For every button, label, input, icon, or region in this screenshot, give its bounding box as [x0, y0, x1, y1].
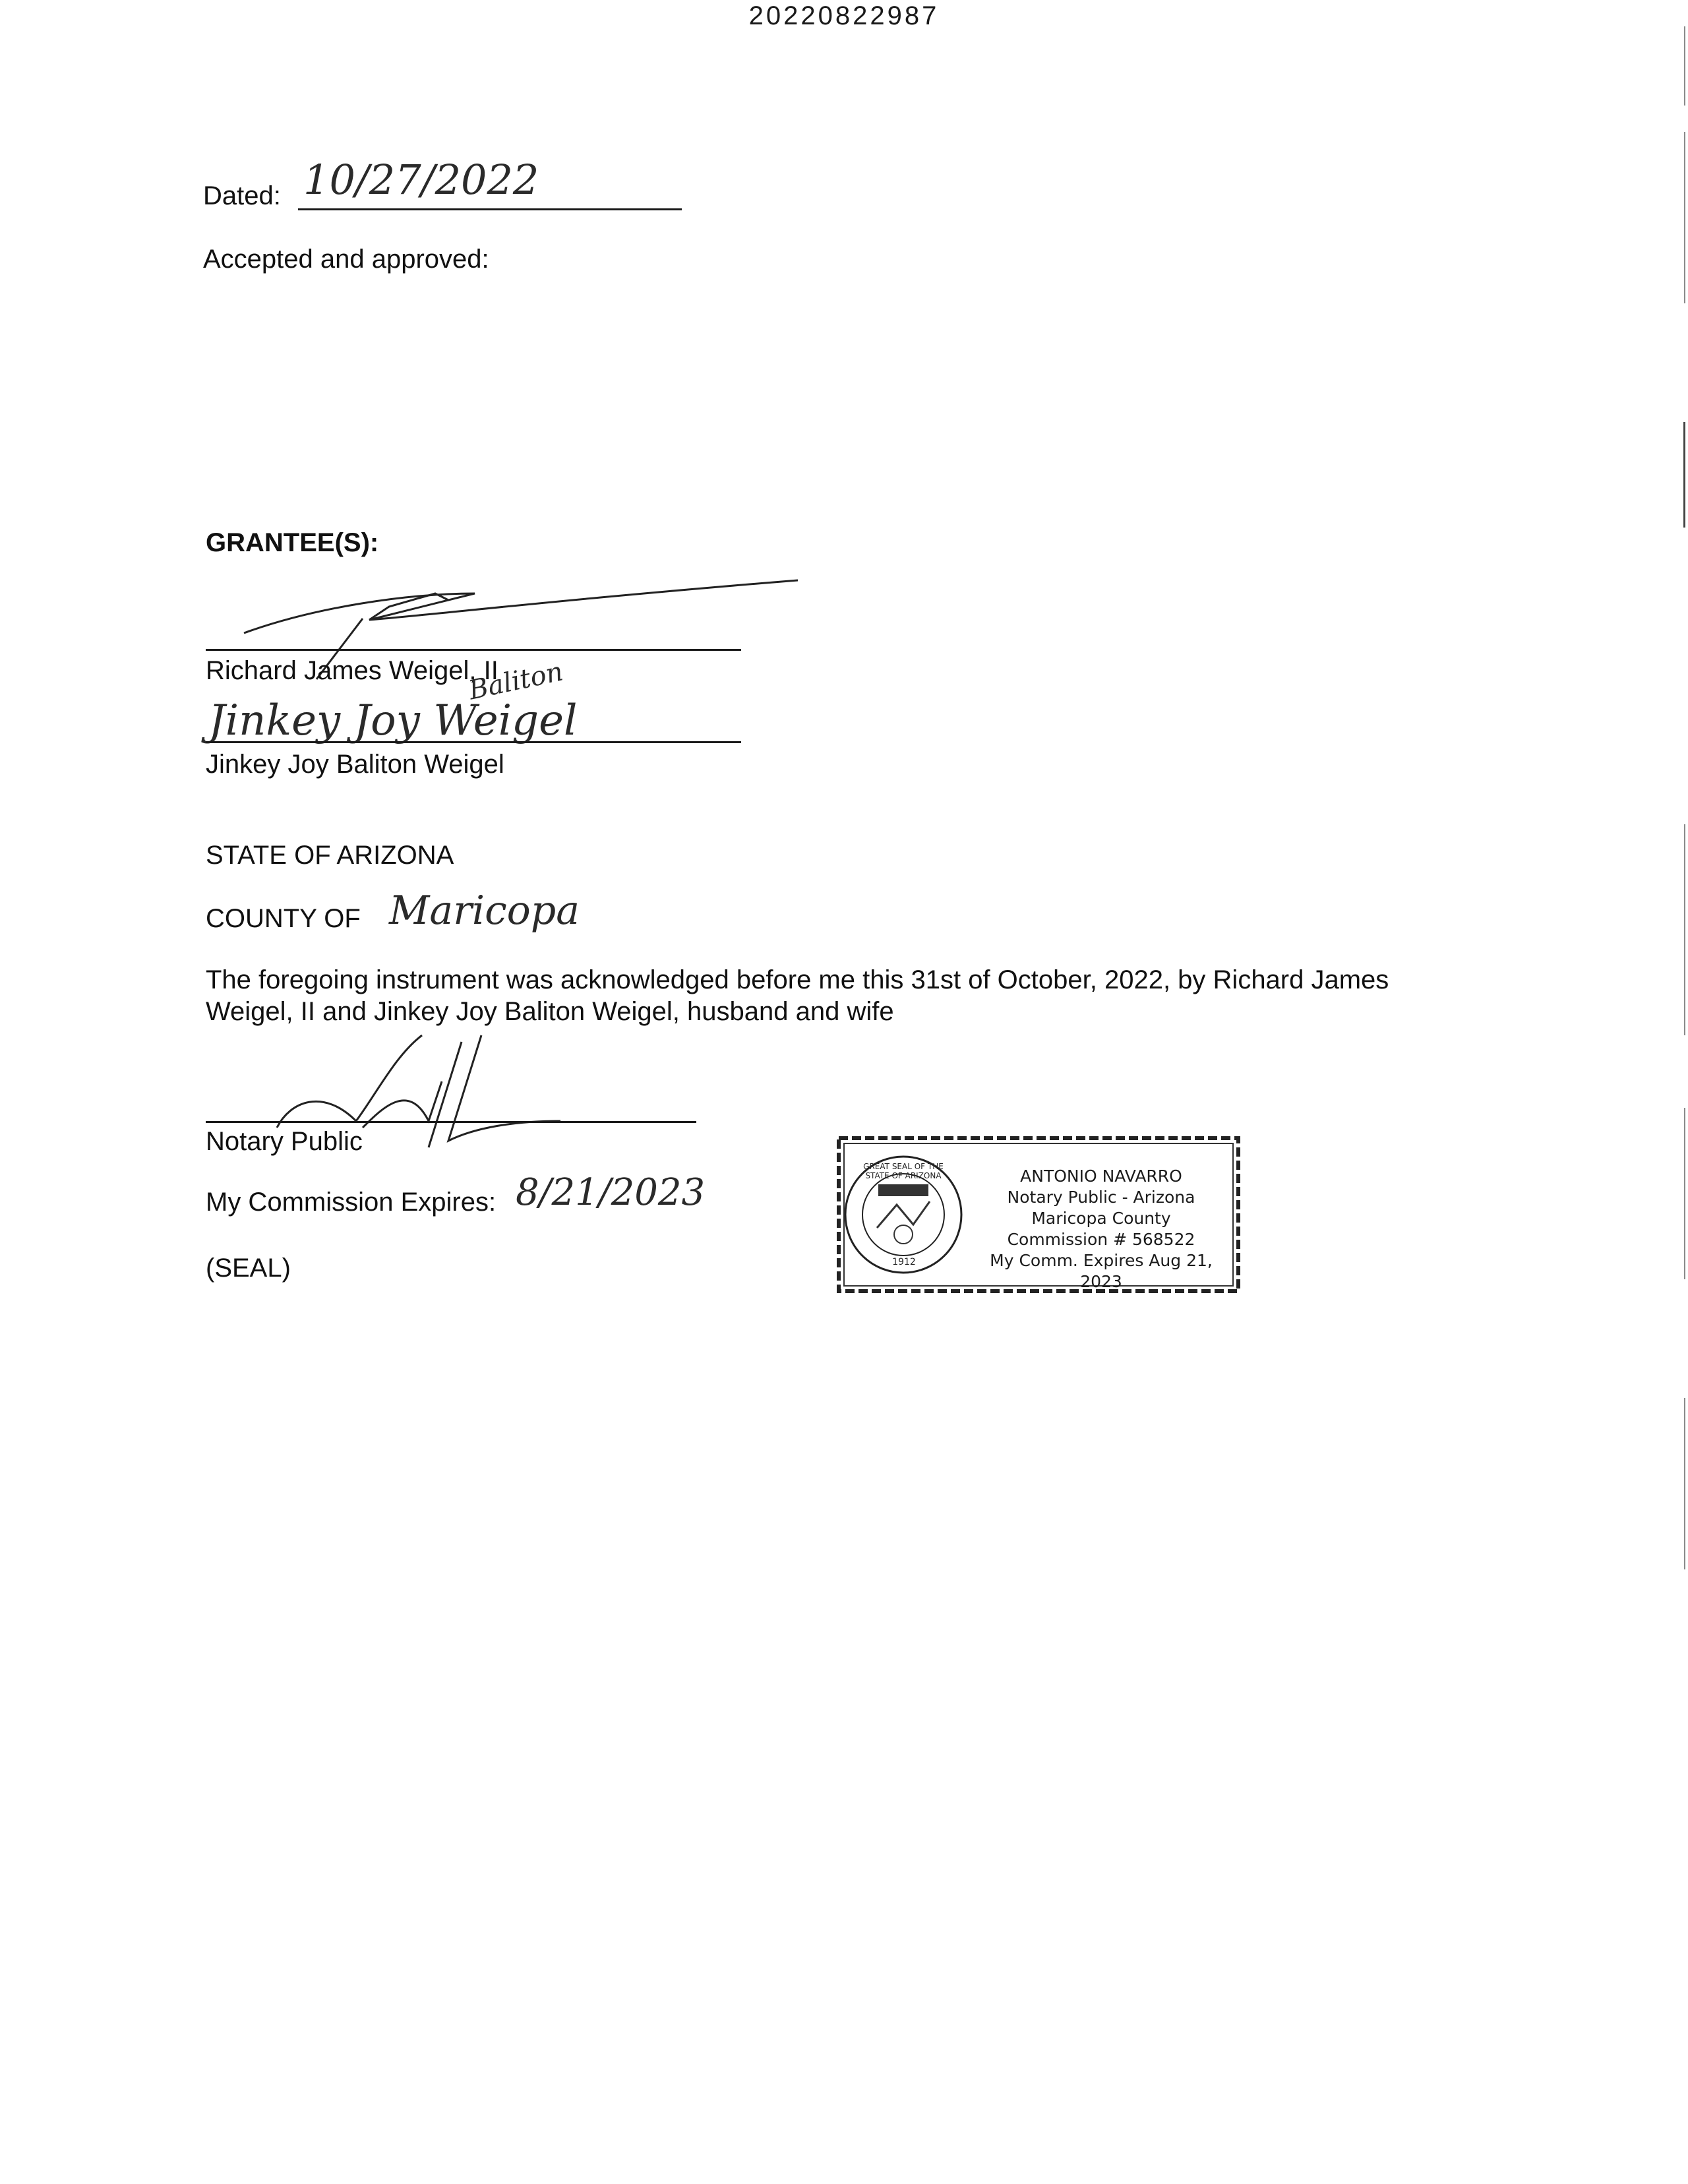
- county-label: COUNTY OF: [206, 904, 361, 933]
- commission-handwritten: 8/21/2023: [516, 1171, 706, 1214]
- printed-name-jinkey: Jinkey Joy Baliton Weigel: [206, 750, 504, 779]
- stamp-text: [969, 1166, 1233, 1292]
- notary-stamp: [831, 1129, 1246, 1302]
- signature-insert-baliton: Baliton: [466, 656, 566, 706]
- signature-line-1: [206, 649, 741, 651]
- notary-label: Notary Public: [206, 1127, 363, 1156]
- dated-label: Dated:: [203, 181, 281, 210]
- acknowledgement-text: [206, 964, 1524, 1027]
- printed-name-richard: Richard James Weigel, II: [206, 656, 498, 685]
- grantees-heading: GRANTEE(S):: [206, 528, 379, 557]
- scan-margin-marks: [1680, 0, 1688, 2184]
- acknowledgement-line-2: Weigel, II and Jinkey Joy Baliton Weigel, husband and wife: [206, 997, 894, 1026]
- document-number: 20220822987: [748, 1, 940, 30]
- dated-underline: [298, 208, 682, 210]
- dated-handwritten-value: 10/27/2022: [303, 156, 539, 204]
- stamp-notary-name: ANTONIO NAVARRO: [1020, 1167, 1182, 1186]
- notary-signature-line: [206, 1121, 696, 1123]
- signature-line-2: [206, 741, 741, 743]
- accepted-text: Accepted and approved:: [203, 245, 489, 274]
- commission-label: My Commission Expires:: [206, 1188, 497, 1217]
- state-line: STATE OF ARIZONA: [206, 841, 454, 870]
- stamp-commission-number: Commission # 568522: [1007, 1230, 1195, 1249]
- stamp-expires: My Comm. Expires Aug 21, 2023: [990, 1251, 1213, 1291]
- seal-label: (SEAL): [206, 1254, 291, 1283]
- signature-jinkey: Jinkey Joy Weigel: [208, 696, 578, 745]
- stamp-notary-title: Notary Public - Arizona: [1007, 1188, 1195, 1207]
- seal-year: 1912: [892, 1257, 916, 1267]
- county-handwritten: Maricopa: [389, 888, 580, 934]
- acknowledgement-line-1: The foregoing instrument was acknowledged before me this 31st of October, 2022, by Richard James: [206, 965, 1389, 994]
- seal-ring-text: GREAT SEAL OF THE STATE OF ARIZONA: [863, 1162, 944, 1180]
- stamp-county: Maricopa County: [1031, 1209, 1171, 1228]
